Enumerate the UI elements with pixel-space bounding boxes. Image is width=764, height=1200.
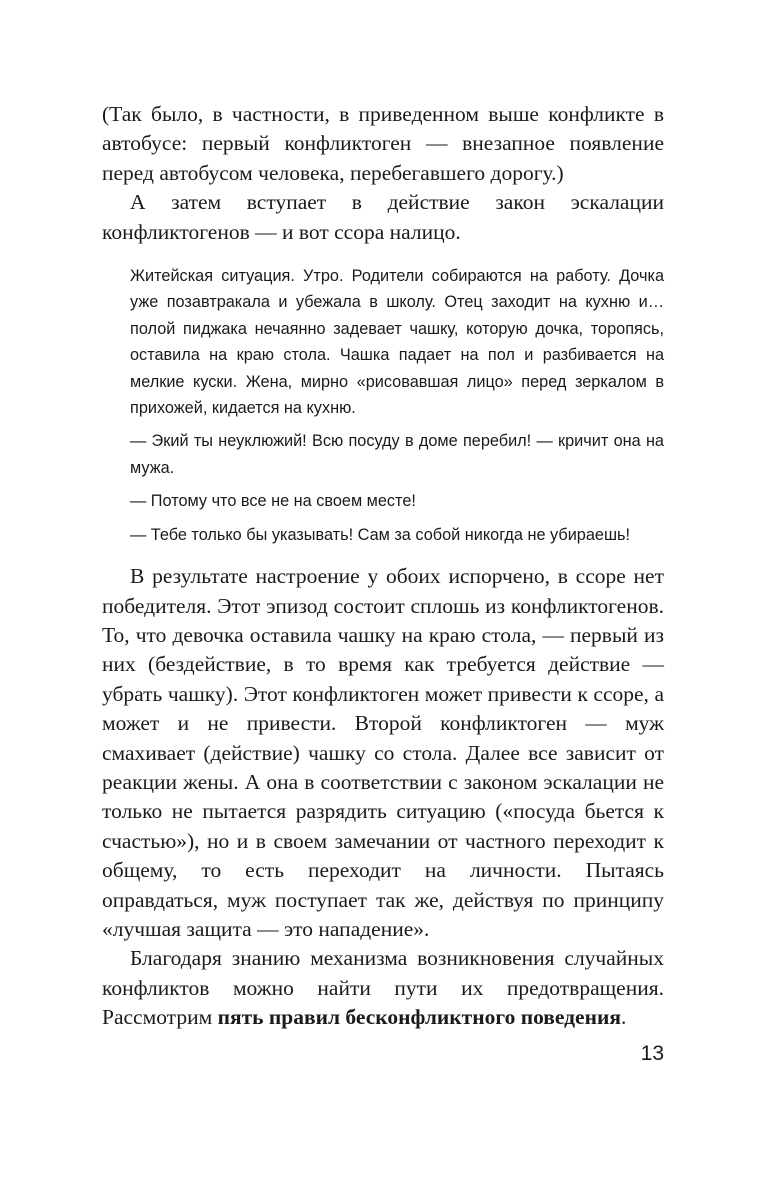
page-content	[102, 100, 664, 1033]
paragraph-analysis-2-start: Благодаря знанию механизма возникновения случайных конфликтов можно найти пути их предотвращения. Рассмотрим	[102, 946, 664, 1030]
example-block	[130, 263, 664, 548]
page-number: 13	[640, 1042, 664, 1065]
example-dialogue-2: — Потому что все не на своем месте!	[130, 492, 416, 511]
paragraph-analysis-1: В результате настроение у обоих испорчено, в ссоре нет победителя. Этот эпизод состоит сплошь из конфликтогенов. То, что девочка оставила чашку на краю стола, — первый из них (бездействие, в то время как требуется действие — убрать чашку). Этот конфликтоген может привести к ссоре, а может и не привести. Второй конфликтоген — муж смахивает (действие) чашку со стола. Далее все зависит от реакции жены. А она в соответствии с законом эскалации не только не пытается разрядить ситуацию («посуда бьется к счастью»), но и в своем замечании от частного переходит к общему, то есть переходит на личности. Пытаясь оправдаться, муж поступает так же, действуя по принципу «лучшая защита — это нападение».	[102, 564, 664, 941]
paragraph-analysis-2-end: .	[621, 1005, 627, 1030]
paragraph-intro-2: А затем вступает в действие закон эскалации конфликтогенов — и вот ссора налицо.	[102, 190, 664, 244]
paragraph-intro-1: (Так было, в частности, в приведенном выше конфликте в автобусе: первый конфликтоген — внезапное появление перед автобусом человека, перебегавшего дорогу.)	[102, 102, 664, 185]
paragraph-analysis-2-bold: пять правил бесконфликтного поведения	[217, 1005, 622, 1030]
example-paragraph-1: Житейская ситуация. Утро. Родители собираются на работу. Дочка уже позавтракала и убежала в школу. Отец заходит на кухню и… полой пиджака нечаянно задевает чашку, которую дочка, торопясь, оставила на краю стола. Чашка падает на пол и разбивается на мелкие куски. Жена, мирно «рисовавшая лицо» перед зеркалом в прихожей, кидается на кухню.	[130, 267, 664, 418]
example-dialogue-1: — Экий ты неуклюжий! Всю посуду в доме перебил! — кричит она на мужа.	[130, 432, 664, 477]
paragraph-analysis-2	[102, 944, 664, 1032]
example-dialogue-3: — Тебе только бы указывать! Сам за собой никогда не убираешь!	[130, 525, 631, 544]
